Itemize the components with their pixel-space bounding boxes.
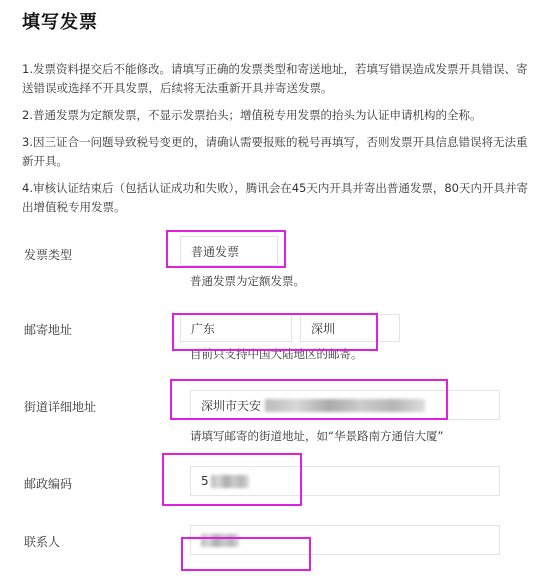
contact-input[interactable] bbox=[190, 525, 500, 555]
notice-item: 4.审核认证结束后（包括认证成功和失败），腾讯会在45天内开具并寄出普通发票，80天内开具并寄出增值税专用发票。 bbox=[22, 181, 528, 214]
province-value: 广东 bbox=[191, 321, 216, 336]
notice-item: 1.发票资料提交后不能修改。请填写正确的发票类型和寄送地址，若填写错误造成发票开具错误、寄送错误或选择不开具发票，后续将无法重新开具并寄送发票。 bbox=[22, 62, 528, 95]
street-hint: 请填写邮寄的街道地址，如“华景路南方通信大厦” bbox=[190, 429, 444, 443]
invoice-type-value: 普通发票 bbox=[191, 244, 240, 259]
city-select[interactable] bbox=[300, 314, 400, 342]
redacted-text bbox=[265, 399, 425, 412]
postcode-input[interactable] bbox=[190, 466, 500, 496]
notice-item: 2.普通发票为定额发票，不显示发票抬头；增值税专用发票的抬头为认证申请机构的全称。 bbox=[22, 108, 482, 122]
invoice-type-label: 发票类型 bbox=[24, 248, 73, 262]
street-input[interactable] bbox=[190, 390, 500, 420]
province-select[interactable] bbox=[180, 314, 292, 342]
redacted-text bbox=[201, 534, 239, 547]
postcode-label: 邮政编码 bbox=[24, 477, 73, 491]
contact-label: 联系人 bbox=[24, 535, 61, 549]
invoice-type-hint: 普通发票为定额发票。 bbox=[190, 274, 305, 288]
redacted-text bbox=[211, 475, 249, 488]
postcode-value: 5 bbox=[201, 474, 209, 488]
street-label: 街道详细地址 bbox=[24, 400, 97, 414]
street-value: 深圳市天安 bbox=[201, 398, 262, 413]
notice-list bbox=[22, 60, 534, 225]
notice-item: 3.因三证合一问题导致税号变更的，请确认需要报账的税号再填写，否则发票开具信息错误将无法重新开具。 bbox=[22, 135, 528, 168]
page-title: 填写发票 bbox=[22, 12, 98, 33]
invoice-type-select[interactable] bbox=[180, 236, 278, 266]
address-hint: 目前只支持中国大陆地区的邮寄。 bbox=[190, 347, 363, 361]
city-value: 深圳 bbox=[311, 321, 336, 336]
address-label: 邮寄地址 bbox=[24, 323, 73, 337]
